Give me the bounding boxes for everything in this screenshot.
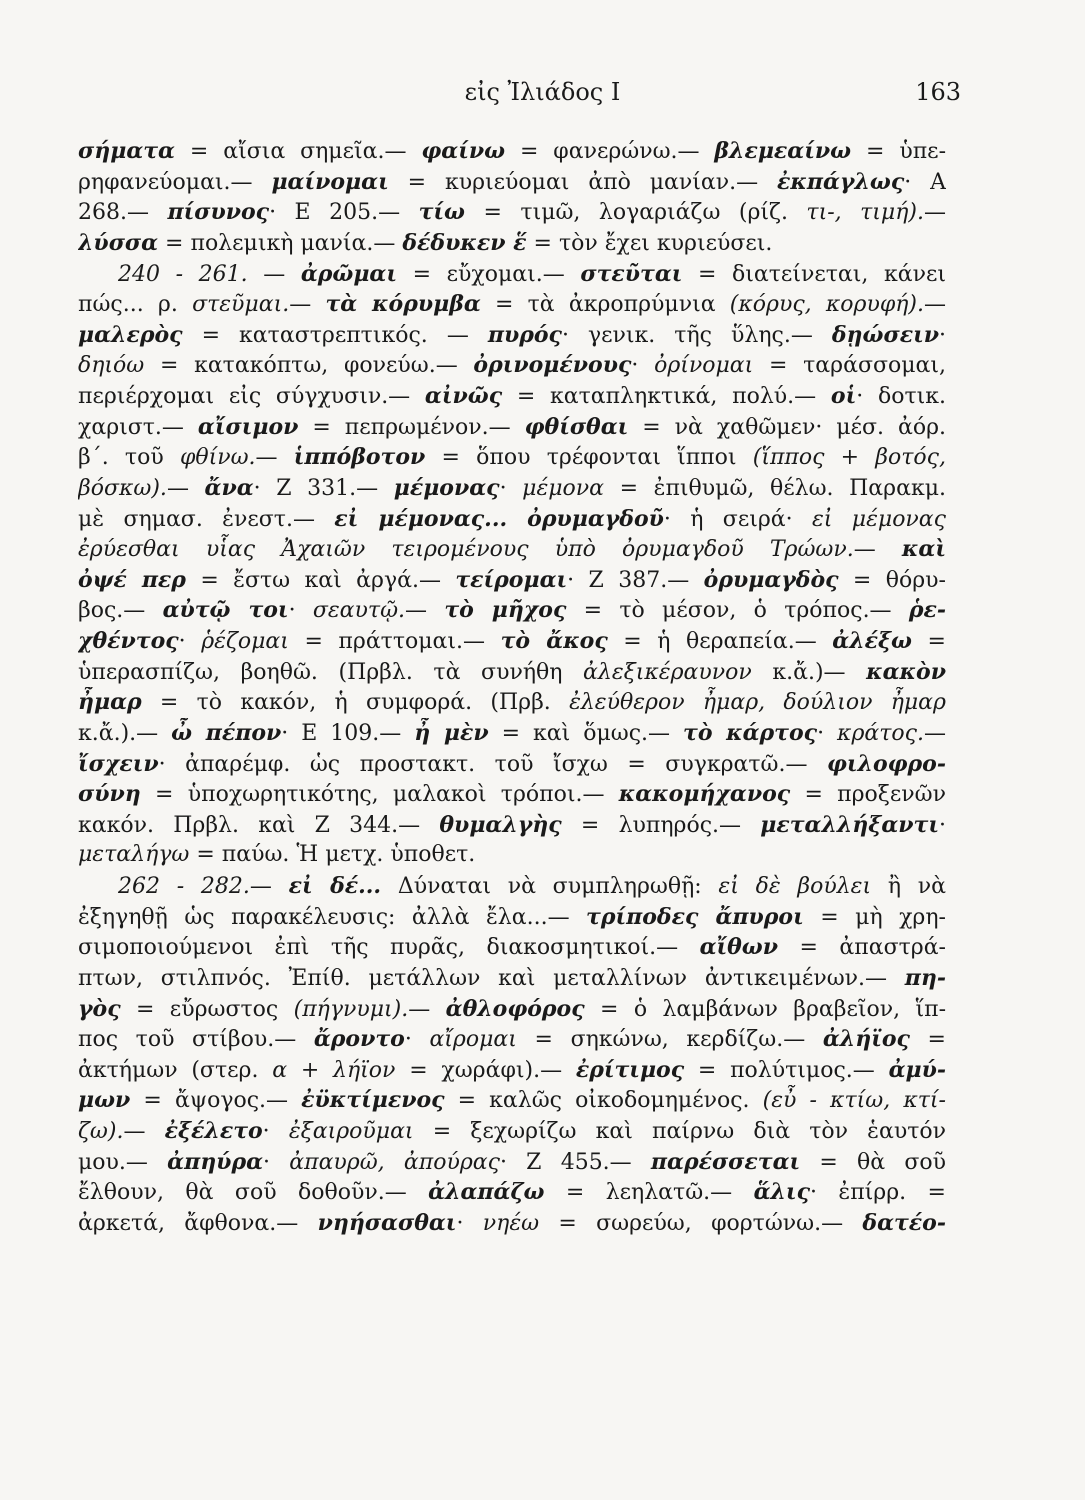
italic-text: ἀλεξικέραυνον bbox=[583, 659, 752, 685]
lemma: δατέο- bbox=[862, 1209, 946, 1236]
italic-text: (πήγνυμι). bbox=[293, 996, 409, 1022]
text-segment: = σηκώνω, κερδίζω.— bbox=[516, 1027, 823, 1053]
text-segment: ἢ νὰ bbox=[871, 874, 946, 899]
lemma: δῃώσειν bbox=[831, 321, 939, 348]
text-segment: ἀκτήμων (στερ. bbox=[78, 1057, 273, 1083]
text-line bbox=[78, 320, 946, 351]
text-segment: βος.— bbox=[78, 598, 163, 624]
lemma: ἦμαρ bbox=[78, 689, 142, 716]
commentary-text bbox=[78, 136, 946, 1436]
lemma: πη- bbox=[904, 964, 946, 991]
text-segment: — bbox=[924, 720, 946, 746]
lemma: ἀθλοφόρος bbox=[445, 995, 585, 1022]
text-segment: · Ζ 331.— bbox=[253, 475, 394, 501]
lemma: ἀλέξω bbox=[832, 628, 913, 654]
text-segment: = τὸν ἔχει κυριεύσει. bbox=[526, 230, 773, 256]
text-segment: 268.— bbox=[78, 200, 168, 226]
lemma: ἐξέλετο bbox=[164, 1118, 263, 1144]
text-segment: · bbox=[404, 1027, 430, 1053]
text-segment: — bbox=[405, 598, 445, 624]
text-line bbox=[78, 994, 946, 1025]
text-segment: = τὸ μέσον, ὁ τρόπος.— bbox=[566, 598, 909, 624]
lemma: νηήσασθαι bbox=[317, 1209, 457, 1236]
text-line bbox=[78, 840, 946, 871]
lemma: τίω bbox=[418, 199, 465, 226]
text-line bbox=[78, 504, 946, 535]
text-segment: μὲ σημασ. ἐνεστ.— bbox=[78, 506, 335, 532]
text-segment: — bbox=[289, 292, 326, 318]
lemma: γὸς bbox=[78, 995, 121, 1022]
text-segment: πώς... ρ. bbox=[78, 292, 193, 318]
lemma: μαίνομαι bbox=[271, 168, 389, 195]
italic-text: (ἵππος + βοτός, bbox=[752, 445, 946, 471]
text-line bbox=[78, 136, 946, 167]
lemma: κακομήχανος bbox=[618, 781, 791, 808]
text-segment: · ἡ σειρά· bbox=[663, 506, 812, 532]
text-segment: = ἔστω καὶ ἀργά.— bbox=[185, 567, 456, 593]
text-segment: Δύναται νὰ συμπληρωθῇ: bbox=[381, 874, 719, 899]
page-number: 163 bbox=[915, 78, 961, 106]
text-segment: = μὴ χρη- bbox=[803, 904, 946, 930]
text-segment: · bbox=[456, 1210, 483, 1236]
lemma: ἀλαπάζω bbox=[428, 1179, 545, 1206]
text-segment: = πολεμικὴ μανία.— bbox=[158, 230, 403, 256]
lemma: φαίνω bbox=[421, 138, 506, 164]
text-segment: · bbox=[262, 1119, 289, 1144]
lemma: ῥε- bbox=[908, 597, 946, 624]
text-segment: = παύω. Ἡ μετχ. ὑποθετ. bbox=[189, 842, 476, 868]
lemma: ἀρῶμαι bbox=[300, 260, 397, 287]
text-line bbox=[78, 350, 946, 381]
lemma: τρίποδες ἄπυροι bbox=[586, 903, 804, 930]
italic-text: αἴρομαι bbox=[429, 1027, 517, 1053]
text-segment: = πράττομαι.— bbox=[288, 629, 501, 654]
text-segment: μου.— bbox=[78, 1149, 168, 1175]
lemma: τὸ μῆχος bbox=[444, 597, 567, 624]
text-segment: · bbox=[938, 812, 946, 838]
text-segment: · Ε 205.— bbox=[269, 200, 419, 226]
text-line bbox=[78, 442, 946, 473]
lemma: ὦ πέπον bbox=[171, 719, 282, 746]
text-segment: = σωρεύω, φορτώνω.— bbox=[539, 1210, 863, 1236]
text-segment: · Ζ 455.— bbox=[499, 1149, 651, 1175]
lemma: τὸ ἄκος bbox=[500, 628, 608, 654]
text-segment: = προξενῶν bbox=[790, 782, 946, 808]
italic-text: ἐλεύθερον ἦμαρ, δούλιον ἦμαρ bbox=[569, 690, 946, 716]
text-line bbox=[78, 1147, 946, 1178]
text-segment: = τιμῶ, λογαριάζω (ρίζ. bbox=[464, 200, 807, 226]
italic-text: φθίνω. bbox=[179, 445, 256, 471]
text-segment: = ὁ λαμβάνων βραβεῖον, ἵπ- bbox=[584, 996, 946, 1022]
text-line bbox=[78, 412, 946, 443]
text-line bbox=[78, 871, 946, 902]
text-segment: · bbox=[817, 720, 838, 746]
italic-text: (κόρυς, κορυφή). bbox=[729, 292, 924, 318]
text-line bbox=[78, 473, 946, 504]
text-line bbox=[78, 932, 946, 963]
lemma: θυμαλγὴς bbox=[439, 811, 562, 838]
lemma: φιλοφρο- bbox=[827, 750, 946, 777]
text-line bbox=[78, 1208, 946, 1239]
italic-text: 262 - 282. bbox=[118, 874, 250, 899]
lemma: τείρομαι bbox=[455, 566, 568, 593]
text-segment: = bbox=[912, 629, 946, 654]
lemma: καὶ bbox=[901, 536, 946, 563]
lemma: βλεμεαίνω bbox=[714, 138, 852, 164]
italic-text: μέμονα bbox=[522, 475, 605, 501]
text-segment: — bbox=[247, 261, 301, 287]
lemma: ἄνα bbox=[204, 474, 254, 501]
lemma: σήματα bbox=[78, 138, 175, 164]
lemma: μων bbox=[78, 1087, 131, 1114]
lemma: ἅλις bbox=[753, 1179, 810, 1206]
italic-text: ἐρύεσθαι υἷας Ἀχαιῶν τειρομένους ὑπὸ ὀρυμαγδοῦ Τρώων. bbox=[78, 537, 854, 563]
lemma: ὀρυμαγδὸς bbox=[703, 566, 839, 593]
text-segment: = θὰ σοῦ bbox=[800, 1149, 946, 1175]
text-segment: ὑπερασπίζω, βοηθῶ. (Πρβλ. τὰ συνήθη bbox=[78, 659, 584, 685]
text-line bbox=[78, 1085, 946, 1116]
text-segment: κ.ἄ.).— bbox=[78, 720, 172, 746]
text-segment: = ὑποχωρητικότης, μαλακοὶ τρόποι.— bbox=[140, 782, 619, 808]
lemma: ἱππόβοτον bbox=[293, 444, 426, 471]
text-line bbox=[78, 565, 946, 596]
lemma: πίσυνος bbox=[167, 199, 270, 226]
italic-text: (εὖ - κτίω, κτί- bbox=[762, 1088, 946, 1114]
text-segment: — bbox=[924, 292, 946, 318]
text-segment: κακόν. Πρβλ. καὶ Ζ 344.— bbox=[78, 812, 440, 838]
italic-text: σεαυτῷ. bbox=[312, 598, 406, 624]
text-line bbox=[78, 626, 946, 657]
italic-text: ὀρίνομαι bbox=[654, 353, 754, 379]
text-segment: = ἐπιθυμῶ, θέλω. Παρακμ. bbox=[604, 475, 946, 501]
text-segment: · Ε 109.— bbox=[281, 720, 415, 746]
text-segment: = χωράφι).— bbox=[395, 1057, 576, 1083]
text-segment: = ὑπε- bbox=[851, 139, 946, 164]
italic-text: κράτος. bbox=[837, 720, 924, 746]
italic-text: ῥέζομαι bbox=[201, 629, 289, 654]
text-segment: = καὶ ὅμως.— bbox=[488, 720, 684, 746]
text-segment: πτων, στιλπνός. Ἐπίθ. μετάλλων καὶ μεταλλίνων ἀντικειμένων.— bbox=[78, 965, 905, 991]
text-segment: = ὅπου τρέφονται ἵπποι bbox=[425, 445, 753, 471]
text-segment: = αἴσια σημεῖα.— bbox=[174, 139, 422, 164]
text-segment: = νὰ χαθῶμεν· μέσ. ἀόρ. bbox=[628, 414, 946, 440]
text-segment: · bbox=[263, 1149, 290, 1175]
text-line bbox=[78, 1055, 946, 1086]
lemma: οἱ bbox=[830, 383, 857, 409]
text-segment: — bbox=[924, 200, 946, 226]
text-segment: · Α bbox=[904, 169, 946, 195]
text-line bbox=[78, 902, 946, 933]
lemma: φθίσθαι bbox=[524, 413, 629, 440]
text-segment: = κυριεύομαι ἀπὸ μανίαν.— bbox=[388, 169, 778, 195]
text-line bbox=[78, 963, 946, 994]
text-segment: = λεηλατῶ.— bbox=[544, 1180, 754, 1206]
italic-text: δηιόω bbox=[78, 353, 145, 379]
text-line bbox=[78, 810, 946, 841]
text-segment: = ἄψογος.— bbox=[130, 1088, 302, 1114]
italic-text: εἰ μέμονας bbox=[812, 506, 946, 532]
lemma: σύνη bbox=[78, 781, 141, 808]
lemma: αἴσιμον bbox=[197, 413, 299, 440]
text-segment: · bbox=[178, 629, 202, 654]
text-segment: = κατακόπτω, φονεύω.— bbox=[144, 353, 474, 379]
lemma: τὸ κάρτος bbox=[683, 719, 818, 746]
text-segment: = καταπληκτικά, πολύ.— bbox=[502, 384, 831, 409]
text-segment: — bbox=[853, 537, 902, 563]
text-segment: = εὔχομαι.— bbox=[397, 261, 581, 287]
text-line bbox=[78, 1177, 946, 1208]
italic-text: τι-, τιμή). bbox=[806, 200, 924, 226]
text-segment: = καταστρεπτικός. — bbox=[182, 322, 488, 348]
italic-text: νηέω bbox=[482, 1210, 540, 1236]
text-segment: — bbox=[249, 874, 289, 899]
italic-text: εἰ δὲ βούλει bbox=[718, 874, 872, 899]
italic-text: α + λήϊον bbox=[272, 1057, 396, 1083]
text-segment: — bbox=[255, 445, 294, 471]
lemma: στεῦται bbox=[580, 260, 683, 287]
lemma: αἰνῶς bbox=[424, 383, 503, 409]
text-segment: · bbox=[499, 475, 523, 501]
lemma: πυρός bbox=[487, 321, 562, 348]
text-segment: ἀρκετά, ἄφθονα.— bbox=[78, 1210, 318, 1236]
text-line bbox=[78, 657, 946, 688]
text-segment: — bbox=[166, 475, 205, 501]
text-segment: = θόρυ- bbox=[838, 567, 946, 593]
text-line bbox=[78, 595, 946, 626]
italic-text: μεταλήγω bbox=[78, 842, 190, 868]
text-segment: ἐξηγηθῇ ὡς παρακέλευσις: ἀλλὰ ἔλα...— bbox=[78, 904, 587, 930]
text-segment: περιέρχομαι εἰς σύγχυσιν.— bbox=[78, 384, 425, 409]
italic-text: ἐξαιροῦμαι bbox=[288, 1119, 414, 1144]
text-segment: = καλῶς οἰκοδομημένος. bbox=[444, 1088, 763, 1114]
italic-text: ζω). bbox=[78, 1119, 124, 1144]
text-segment: = bbox=[909, 1027, 946, 1053]
lemma: μαλερὸς bbox=[78, 321, 183, 348]
text-line bbox=[78, 749, 946, 780]
text-segment: = ἀπαστρά- bbox=[778, 935, 946, 961]
text-segment: · bbox=[631, 353, 655, 379]
lemma: ἀμύ- bbox=[888, 1056, 946, 1083]
text-segment: · δοτικ. bbox=[856, 384, 946, 409]
lemma: ἐϋκτίμενος bbox=[301, 1087, 445, 1114]
text-segment: χαριστ.— bbox=[78, 414, 198, 440]
text-line bbox=[78, 228, 946, 259]
text-line bbox=[78, 289, 946, 320]
lemma: δέδυκεν ἕ bbox=[402, 229, 527, 256]
text-segment: · bbox=[288, 598, 313, 624]
text-segment: β΄. τοῦ bbox=[78, 445, 180, 471]
text-segment: = φανερώνω.— bbox=[505, 139, 715, 164]
text-line bbox=[78, 167, 946, 198]
text-line bbox=[78, 259, 946, 290]
lemma: ἦ μὲν bbox=[414, 719, 489, 746]
italic-text: ἀπαυρῶ, ἀπούρας bbox=[289, 1149, 500, 1175]
lemma: αἴθων bbox=[699, 934, 779, 961]
lemma: αὐτῷ τοι bbox=[162, 597, 289, 624]
text-segment: · γενικ. τῆς ὕλης.— bbox=[561, 322, 832, 348]
lemma: εἰ δέ... bbox=[288, 873, 382, 899]
lemma: μέμονας bbox=[393, 474, 500, 501]
italic-text: στεῦμαι. bbox=[192, 292, 290, 318]
lemma: μεταλλήξαντι bbox=[760, 811, 939, 838]
text-segment: ἔλθουν, θὰ σοῦ δοθοῦν.— bbox=[78, 1180, 429, 1206]
lemma: ἀλήϊος bbox=[822, 1026, 910, 1053]
text-line bbox=[78, 534, 946, 565]
text-segment: = τὸ κακόν, ἡ συμφορά. (Πρβ. bbox=[141, 690, 570, 716]
lemma: τὰ κόρυμβα bbox=[325, 291, 481, 318]
text-segment: — bbox=[123, 1119, 165, 1144]
lemma: ἐρίτιμος bbox=[575, 1056, 685, 1083]
page-header bbox=[0, 78, 1085, 118]
text-segment: = εὔρωστος bbox=[120, 996, 294, 1022]
text-segment: = ἡ θεραπεία.— bbox=[607, 629, 833, 654]
text-segment: · ἐπίρρ. = bbox=[809, 1180, 946, 1206]
text-line bbox=[78, 687, 946, 718]
lemma: ἴσχειν bbox=[78, 750, 159, 777]
italic-text: 240 - 261. bbox=[118, 261, 248, 287]
text-segment: = ξεχωρίζω καὶ παίρνω διὰ τὸν ἑαυτόν bbox=[413, 1119, 946, 1144]
text-segment: πος τοῦ στίβου.— bbox=[78, 1027, 314, 1053]
text-segment: — bbox=[408, 996, 446, 1022]
lemma: ὀρινομένους bbox=[473, 352, 632, 379]
text-line bbox=[78, 779, 946, 810]
text-line bbox=[78, 381, 946, 412]
lemma: εἰ μέμονας... ὀρυμαγδοῦ bbox=[334, 505, 664, 532]
text-segment: = τὰ ἀκροπρύμνια bbox=[480, 292, 730, 318]
text-segment: · bbox=[939, 322, 946, 348]
text-segment: = λυπηρός.— bbox=[561, 812, 761, 838]
text-segment: ρηφανεύομαι.— bbox=[78, 169, 272, 195]
text-line bbox=[78, 197, 946, 228]
lemma: χθέντος bbox=[78, 628, 179, 654]
text-segment: κ.ἄ.)— bbox=[751, 659, 867, 685]
lemma: λύσσα bbox=[78, 229, 159, 256]
lemma: ἄροντο bbox=[313, 1026, 405, 1053]
text-segment: σιμοποιούμενοι ἐπὶ τῆς πυρᾶς, διακοσμητικοί.— bbox=[78, 935, 700, 961]
text-line bbox=[78, 1024, 946, 1055]
italic-text: βόσκω). bbox=[78, 475, 167, 501]
text-segment: = ταράσσομαι, bbox=[753, 353, 946, 379]
lemma: ἐκπάγλως bbox=[777, 168, 905, 195]
lemma: κακὸν bbox=[866, 658, 946, 685]
text-line bbox=[78, 718, 946, 749]
text-segment: · ἀπαρέμφ. ὡς προστακτ. τοῦ ἴσχω = συγκρατῶ.— bbox=[158, 751, 827, 777]
lemma: παρέσσεται bbox=[650, 1148, 801, 1175]
text-segment: = πολύτιμος.— bbox=[684, 1057, 889, 1083]
text-segment: · Ζ 387.— bbox=[567, 567, 704, 593]
running-title: εἰς Ἰλιάδος Ι bbox=[464, 78, 621, 106]
text-line bbox=[78, 1116, 946, 1147]
lemma: ἀπηύρα bbox=[167, 1148, 264, 1175]
text-segment: = διατείνεται, κάνει bbox=[682, 261, 946, 287]
text-segment: = πεπρωμένον.— bbox=[298, 414, 525, 440]
lemma: ὀψέ περ bbox=[78, 566, 186, 593]
